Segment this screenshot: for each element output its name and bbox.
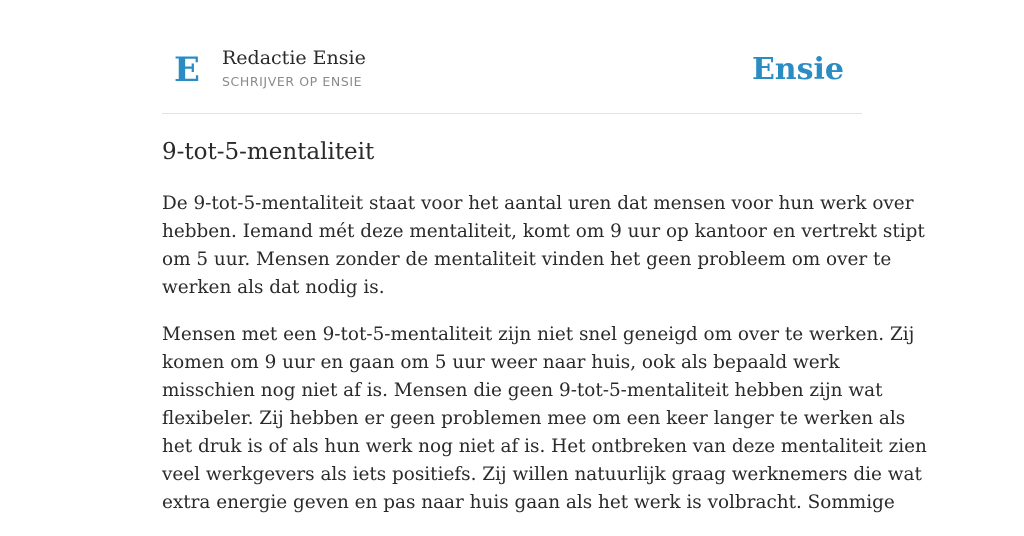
text-line: flexibeler. Zij hebben er geen problemen mee om een keer langer te werken als [162,408,906,429]
text-line: hebben. Iemand mét deze mentaliteit, komt om 9 uur op kantoor en vertrekt stipt [162,221,925,242]
author-name[interactable]: Redactie Ensie [222,47,366,69]
paragraph [162,190,925,302]
article-body [162,190,927,536]
article-title: 9-tot-5-mentaliteit [162,139,375,165]
paragraph [162,321,927,517]
text-line: extra energie geven en pas naar huis gaan als het werk is volbracht. Sommige [162,492,895,513]
text-line: veel werkgevers als iets positiefs. Zij willen natuurlijk graag werknemers die wat [162,464,922,485]
text-line: werken als dat nodig is. [162,277,385,298]
article-header [162,44,862,114]
article-page [162,0,927,513]
text-line: Mensen met een 9-tot-5-mentaliteit zijn niet snel geneigd om over te werken. Zij [162,324,915,345]
author-role: SCHRIJVER OP ENSIE [222,74,363,89]
text-line: misschien nog niet af is. Mensen die geen 9-tot-5-mentaliteit hebben zijn wat [162,380,883,401]
brand-logo[interactable]: Ensie [751,52,844,87]
text-line: De 9-tot-5-mentaliteit staat voor het aantal uren dat mensen voor hun werk over [162,193,914,214]
text-line: komen om 9 uur en gaan om 5 uur weer naar huis, ook als bepaald werk [162,352,840,373]
author-avatar[interactable]: E [174,50,200,90]
text-line: om 5 uur. Mensen zonder de mentaliteit vinden het geen probleem om over te [162,249,892,270]
text-line: het druk is of als hun werk nog niet af is. Het ontbreken van deze mentaliteit zien [162,436,927,457]
